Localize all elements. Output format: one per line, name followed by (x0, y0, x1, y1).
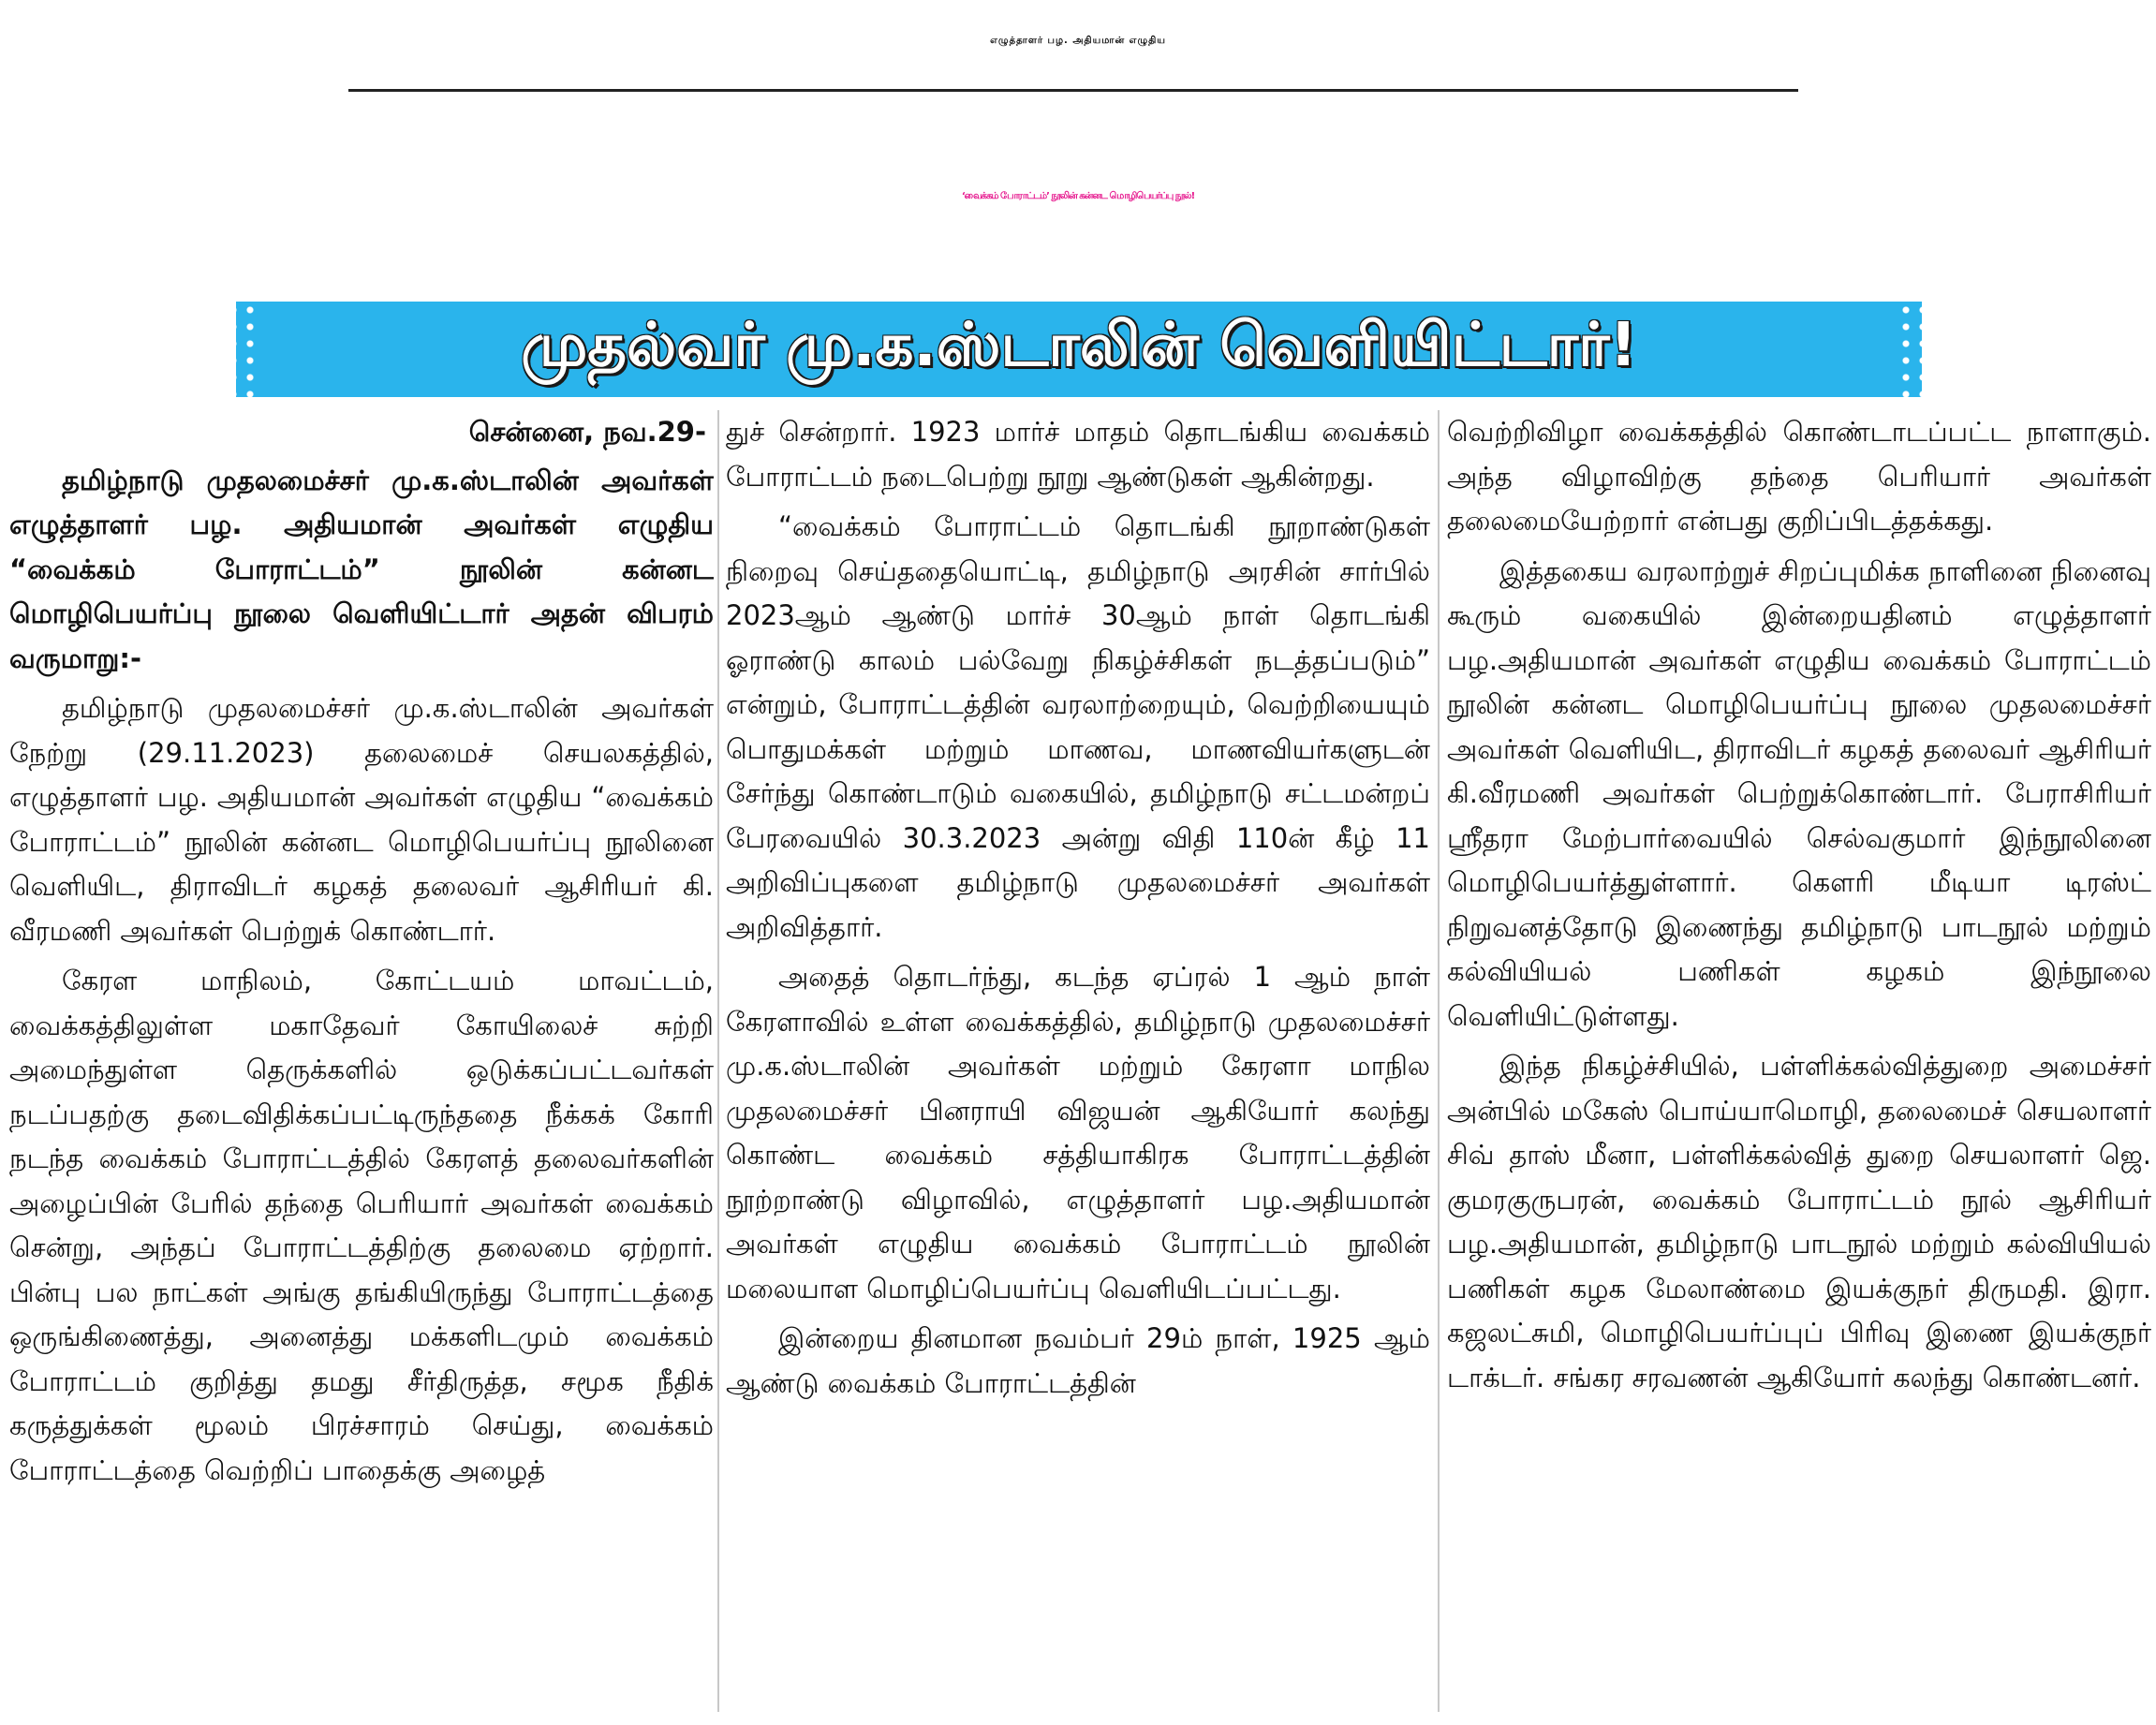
kicker-underline (348, 89, 1798, 92)
lead-paragraph: தமிழ்நாடு முதலமைச்சர் மு.க.ஸ்டாலின் அவர்கள் எழுத்தாளர் பழ. அதியமான் அவர்கள் எழுதிய “வைக்கம் போராட்டம்” நூலின் கன்னட மொழிபெயர்ப்பு நூலை வெளியிட்டார் அதன் விபரம் வருமாறு:- (9, 464, 714, 674)
dateline: சென்னை, நவ.29- (468, 416, 706, 448)
subheadline-text: முதல்வர் மு.க.ஸ்டாலின் வெளியிட்டார்! (521, 311, 1637, 380)
article-column-3 (1447, 410, 2151, 1714)
body-paragraph: இத்தகைய வரலாற்றுச் சிறப்புமிக்க நாளினை நினைவு கூரும் வகையில் இன்றையதினம் எழுத்தாளர் பழ.அதியமான் அவர்கள் எழுதிய வைக்கம் போராட்டம் நூலின் கன்னட மொழிபெயர்ப்பு நூலை முதலமைச்சர் அவர்கள் வெளியிட, திராவிடர் கழகத் தலைவர் ஆசிரியர் கி.வீரமணி அவர்கள் பெற்றுக்கொண்டார். பேராசிரியர் ஸ்ரீதரா மேற்பார்வையில் செல்வகுமார் இந்நூலினை மொழிபெயர்த்துள்ளார். கௌரி மீடியா டிரஸ்ட் நிறுவனத்தோடு இணைந்து தமிழ்நாடு பாடநூல் மற்றும் கல்வியியல் பணிகள் கழகம் இந்நூலை வெளியிட்டுள்ளது. (1447, 554, 2151, 1032)
body-paragraph: கேரள மாநிலம், கோட்டயம் மாவட்டம், வைக்கத்திலுள்ள மகாதேவர் கோயிலைச் சுற்றி அமைந்துள்ள தெருக்களில் ஒடுக்கப்பட்டவர்கள் நடப்பதற்கு தடைவிதிக்கப்பட்டிருந்ததை நீக்கக் கோரி நடந்த வைக்கம் போராட்டத்தில் கேரளத் தலைவர்களின் அழைப்பின் பேரில் தந்தை பெரியார் அவர்கள் வைக்கம் சென்று, அந்தப் போராட்டத்திற்கு தலைமை ஏற்றார். பின்பு பல நாட்கள் அங்கு தங்கியிருந்து போராட்டத்தை ஒருங்கிணைத்து, அனைத்து மக்களிடமும் வைக்கம் போராட்டம் குறித்து தமது சீர்திருத்த, சமூக நீதிக் கருத்துக்கள் மூலம் பிரச்சாரம் செய்து, வைக்கம் போராட்டத்தை வெற்றிப் பாதைக்கு அழைத் (9, 965, 714, 1486)
article-kicker: எழுத்தாளர் பழ. அதியமான் எழுதிய (990, 36, 1166, 46)
body-paragraph: தமிழ்நாடு முதலமைச்சர் மு.க.ஸ்டாலின் அவர்கள் நேற்று (29.11.2023) தலைமைச் செயலகத்தில், எழுத்தாளர் பழ. அதியமான் அவர்கள் எழுதிய “வைக்கம் போராட்டம்” நூலின் கன்னட மொழிபெயர்ப்பு நூலினை வெளியிட, திராவிடர் கழகத் தலைவர் ஆசிரியர் கி. வீரமணி அவர்கள் பெற்றுக் கொண்டார். (9, 692, 714, 947)
column-divider (1438, 410, 1440, 1712)
column-divider (717, 410, 719, 1712)
body-paragraph: இன்றைய தினமான நவம்பர் 29ம் நாள், 1925 ஆம் ஆண்டு வைக்கம் போராட்டத்தின் (726, 1322, 1430, 1399)
body-paragraph: வெற்றிவிழா வைக்கத்தில் கொண்டாடப்பட்ட நாளாகும். அந்த விழாவிற்கு தந்தை பெரியார் அவர்கள் தலைமையேற்றார் என்பது குறிப்பிடத்தக்கது. (1447, 416, 2151, 537)
body-paragraph: துச் சென்றார். 1923 மார்ச் மாதம் தொடங்கிய வைக்கம் போராட்டம் நடைபெற்று நூறு ஆண்டுகள் ஆகின்றது. (726, 416, 1430, 493)
body-paragraph: இந்த நிகழ்ச்சியில், பள்ளிக்கல்வித்துறை அமைச்சர் அன்பில் மகேஸ் பொய்யாமொழி, தலைமைச் செயலாளர் சிவ் தாஸ் மீனா, பள்ளிக்கல்வித் துறை செயலாளர் ஜெ. குமரகுருபரன், வைக்கம் போராட்டம் நூல் ஆசிரியர் பழ.அதியமான், தமிழ்நாடு பாடநூல் மற்றும் கல்வியியல் பணிகள் கழக மேலாண்மை இயக்குநர் திருமதி. இரா. கஜலட்சுமி, மொழிபெயர்ப்புப் பிரிவு இணை இயக்குநர் டாக்டர். சங்கர சரவணன் ஆகியோர் கலந்து கொண்டனர். (1447, 1050, 2151, 1393)
article-column-1 (9, 410, 714, 1714)
article-headline: ‘வைக்கம் போராட்டம்’ நூலின் கன்னட மொழிபெயர்ப்பு நூல்! (961, 191, 1195, 201)
subheadline-banner (236, 302, 1922, 397)
article-column-2 (726, 410, 1430, 1714)
body-paragraph: அதைத் தொடர்ந்து, கடந்த ஏப்ரல் 1 ஆம் நாள் கேரளாவில் உள்ள வைக்கத்தில், தமிழ்நாடு முதலமைச்சர் மு.க.ஸ்டாலின் அவர்கள் மற்றும் கேரளா மாநில முதலமைச்சர் பினராயி விஜயன் ஆகியோர் கலந்து கொண்ட வைக்கம் சத்தியாகிரக போராட்டத்தின் நூற்றாண்டு விழாவில், எழுத்தாளர் பழ.அதியமான் அவர்கள் எழுதிய வைக்கம் போராட்டம் நூலின் மலையாள மொழிப்பெயர்ப்பு வெளியிடப்பட்டது. (726, 961, 1430, 1305)
body-paragraph: “வைக்கம் போராட்டம் தொடங்கி நூறாண்டுகள் நிறைவு செய்ததையொட்டி, தமிழ்நாடு அரசின் சார்பில் 2023ஆம் ஆண்டு மார்ச் 30ஆம் நாள் தொடங்கி ஓராண்டு காலம் பல்வேறு நிகழ்ச்சிகள் நடத்தப்படும்” என்றும், போராட்டத்தின் வரலாற்றையும், வெற்றியையும் பொதுமக்கள் மற்றும் மாணவ, மாணவியர்களுடன் சேர்ந்து கொண்டாடும் வகையில், தமிழ்நாடு சட்டமன்றப் பேரவையில் 30.3.2023 அன்று விதி 110ன் கீழ் 11 அறிவிப்புகளை தமிழ்நாடு முதலமைச்சர் அவர்கள் அறிவித்தார். (726, 510, 1430, 943)
